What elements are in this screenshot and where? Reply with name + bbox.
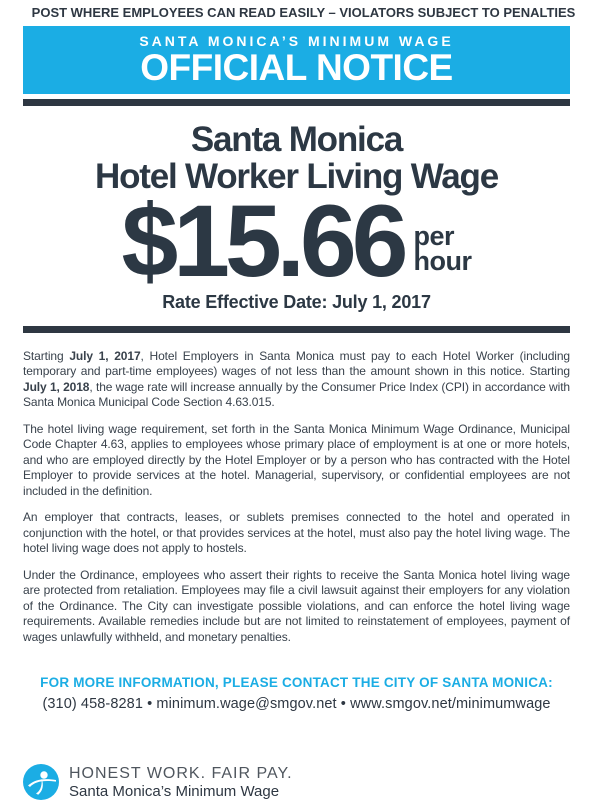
p1-seg-2: , Hotel Employers in Santa Monica must pay to each Hotel Worker (including temporary and part-time employees) wages of not less than the amount shown in this notice. Starting xyxy=(23,348,571,379)
santa-monica-wave-logo-icon xyxy=(23,764,59,800)
divider-bar-middle xyxy=(23,326,570,333)
footer-text xyxy=(69,765,293,800)
rate-effective-date: Rate Effective Date: July 1, 2017 xyxy=(162,291,431,312)
footer-subtitle: Santa Monica’s Minimum Wage xyxy=(69,782,280,800)
wage-unit xyxy=(413,220,472,283)
wage-unit-per: per xyxy=(413,220,455,251)
p1-seg-3-bold-date: July 1, 2018 xyxy=(23,379,90,394)
paragraph-retaliation-remedies: Under the Ordinance, employees who assert their rights to receive the Santa Monica hotel living wage are protected from retaliation. Employees may file a civil lawsuit against their employers for any violation of the Ordinance. The City can investigate possible violations, and can enforce the hotel living wage requirements. Available remedies include but are not limited to reinstatement of employees, payment of wages unlawfully withheld, and monetary penalties. xyxy=(23,567,570,644)
banner-title: OFFICIAL NOTICE xyxy=(140,47,453,88)
p1-seg-0: Starting xyxy=(23,348,70,363)
wage-unit-hour: hour xyxy=(413,245,472,276)
wage-amount: $15.66 xyxy=(121,184,404,298)
p1-seg-4: , the wage rate will increase annually by the Consumer Price Index (CPI) in accordance with Santa Monica Municipal Code Section 4.63.015. xyxy=(23,379,570,410)
headline-line2: Hotel Worker Living Wage xyxy=(95,157,498,196)
footer-tagline: HONEST WORK. FAIR PAY. xyxy=(69,764,293,782)
paragraph-coverage-definition: The hotel living wage requirement, set forth in the Santa Monica Minimum Wage Ordinance, Municipal Code Chapter 4.63, applies to employees whose primary place of employment is at one or more hotels, and who are employed directly by the Hotel Employer or by a person who has contracted with the Hotel Employer to provide services at the hotel. Managerial, supervisory, or confidential employees are not included in the definition. xyxy=(23,421,570,498)
contact-heading: FOR MORE INFORMATION, PLEASE CONTACT THE CITY OF SANTA MONICA: xyxy=(40,675,553,691)
poster-content xyxy=(23,26,570,800)
p1-seg-1-bold-date: July 1, 2017 xyxy=(69,348,141,363)
paragraph-contractors: An employer that contracts, leases, or sublets premises connected to the hotel and operated in conjunction with the hotel, or that provides services at the hotel, must also pay the hotel living wage. The hotel living wage does not apply to hostels. xyxy=(23,510,570,556)
contact-section xyxy=(23,675,570,712)
paragraph-wage-requirement xyxy=(23,349,570,411)
posting-warning-text: POST WHERE EMPLOYEES CAN READ EASILY – VIOLATORS SUBJECT TO PENALTIES xyxy=(31,5,576,20)
divider-bar-top xyxy=(23,99,570,106)
contact-details: (310) 458-8281 • minimum.wage@smgov.net • www.smgov.net/minimumwage xyxy=(42,696,551,713)
campaign-footer xyxy=(23,764,570,800)
headline-line1: Santa Monica xyxy=(190,120,403,159)
official-notice-banner xyxy=(23,26,570,94)
notice-body xyxy=(23,349,570,646)
wage-display xyxy=(23,184,570,298)
banner-subtitle: SANTA MONICA’S MINIMUM WAGE xyxy=(139,33,454,49)
